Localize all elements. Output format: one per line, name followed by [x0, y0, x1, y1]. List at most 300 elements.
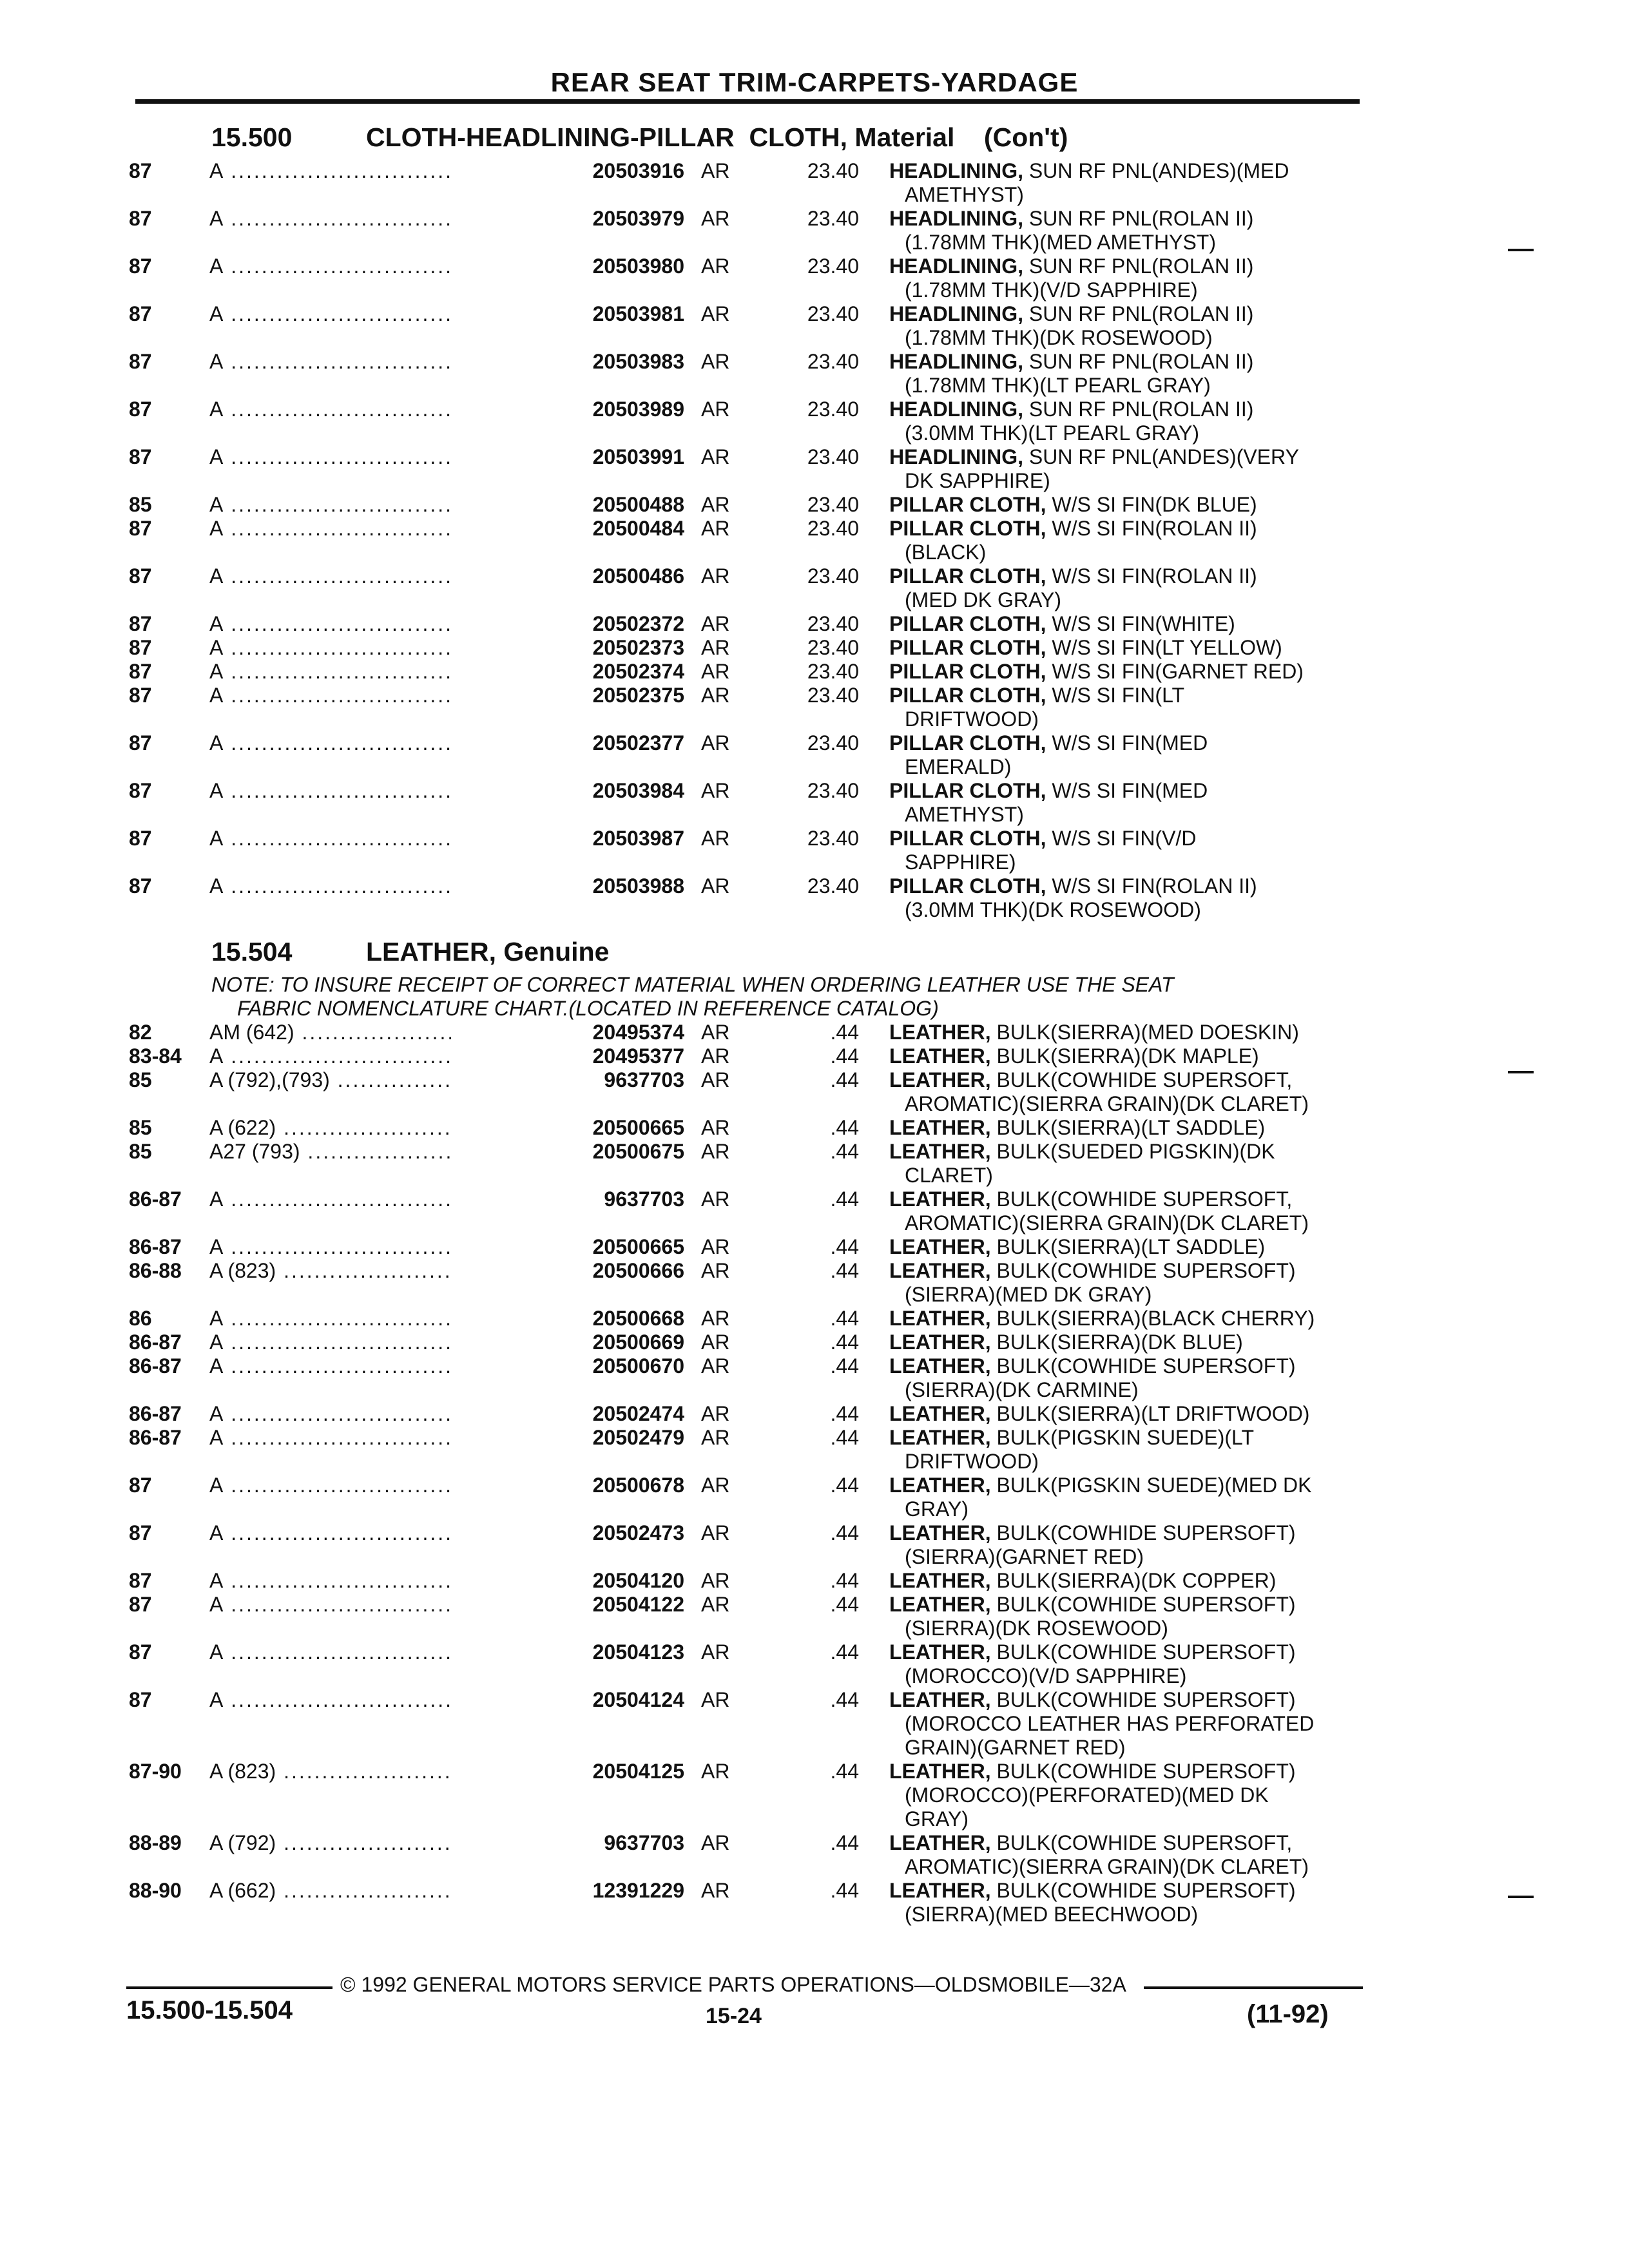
- price: .44: [830, 1140, 859, 1163]
- description-keyword: LEATHER,: [889, 1569, 991, 1592]
- description-detail: SUN RF PNL(ROLAN II): [1023, 302, 1254, 325]
- description-line: [889, 350, 1353, 374]
- part-description: [889, 1331, 1353, 1354]
- price: .44: [830, 1426, 859, 1449]
- part-description: [889, 636, 1353, 660]
- part-number: 20504122: [451, 1593, 684, 1617]
- model-year: 85: [129, 1116, 152, 1139]
- part-description: [889, 1688, 1353, 1760]
- body-code: A (622) .....: [209, 1116, 557, 1140]
- description-detail: BULK(COWHIDE SUPERSOFT): [990, 1760, 1296, 1783]
- description-detail: BULK(PIGSKIN SUEDE)(MED DK: [990, 1474, 1312, 1497]
- quantity: AR: [701, 612, 730, 635]
- price: .44: [830, 1569, 859, 1592]
- description-continuation: CLARET): [905, 1164, 993, 1187]
- description-detail: BULK(COWHIDE SUPERSOFT): [990, 1640, 1296, 1664]
- description-detail: BULK(SIERRA)(MED DOESKIN): [990, 1021, 1299, 1044]
- part-number: 20500669: [451, 1331, 684, 1354]
- description-detail: BULK(SIERRA)(DK MAPLE): [990, 1044, 1259, 1068]
- body-code: A .....: [209, 1688, 557, 1712]
- quantity: AR: [701, 564, 730, 588]
- description-keyword: LEATHER,: [889, 1259, 991, 1282]
- quantity: AR: [701, 255, 730, 278]
- part-description: [889, 827, 1353, 874]
- body-code: A .....: [209, 1402, 557, 1426]
- footer-section-range: 15.500-15.504: [126, 1996, 293, 2024]
- body-code: A .....: [209, 731, 557, 755]
- model-year: 87: [129, 1688, 152, 1711]
- description-keyword: HEADLINING,: [889, 207, 1023, 230]
- description-line: [889, 1140, 1353, 1164]
- description-detail: BULK(PIGSKIN SUEDE)(LT: [990, 1426, 1254, 1449]
- model-year: 86-87: [129, 1235, 182, 1258]
- model-year: 87: [129, 1640, 152, 1664]
- body-code: A .....: [209, 302, 557, 326]
- model-year: 87: [129, 1593, 152, 1616]
- description-detail: SUN RF PNL(ROLAN II): [1023, 398, 1254, 421]
- description-detail: BULK(COWHIDE SUPERSOFT): [990, 1354, 1296, 1378]
- quantity: AR: [701, 1426, 730, 1449]
- price: .44: [830, 1521, 859, 1544]
- part-number: 20495374: [451, 1021, 684, 1044]
- description-detail: BULK(SIERRA)(LT DRIFTWOOD): [990, 1402, 1310, 1425]
- description-line: [889, 660, 1353, 684]
- part-description: [889, 1593, 1353, 1640]
- part-description: [889, 445, 1353, 493]
- description-detail: SUN RF PNL(ROLAN II): [1023, 255, 1254, 278]
- model-year: 87: [129, 517, 152, 540]
- part-description: [889, 1021, 1353, 1044]
- price: .44: [830, 1021, 859, 1044]
- price: .44: [830, 1688, 859, 1711]
- description-keyword: LEATHER,: [889, 1068, 991, 1091]
- note-line-1: NOTE: TO INSURE RECEIPT OF CORRECT MATERIAL WHEN ORDERING LEATHER USE THE SEAT: [211, 973, 1174, 996]
- footer-rule-right: [1144, 1986, 1363, 1989]
- description-line: [889, 1331, 1353, 1354]
- description-continuation: (MOROCCO)(V/D SAPPHIRE): [905, 1664, 1187, 1687]
- description-continuation: (SIERRA)(MED BEECHWOOD): [905, 1903, 1199, 1926]
- price: .44: [830, 1354, 859, 1378]
- model-year: 86-88: [129, 1259, 182, 1282]
- body-code: A .....: [209, 1307, 557, 1331]
- model-year: 85: [129, 1068, 152, 1091]
- description-detail: BULK(SIERRA)(LT SADDLE): [990, 1235, 1266, 1258]
- model-year: 87: [129, 660, 152, 683]
- part-number: 20502373: [451, 636, 684, 660]
- description-keyword: LEATHER,: [889, 1307, 991, 1330]
- note-line-2: FABRIC NOMENCLATURE CHART.(LOCATED IN REFERENCE CATALOG): [237, 997, 939, 1020]
- quantity: AR: [701, 350, 730, 373]
- description-detail: BULK(COWHIDE SUPERSOFT): [990, 1593, 1296, 1616]
- price: .44: [830, 1474, 859, 1497]
- model-year: 87: [129, 779, 152, 802]
- quantity: AR: [701, 1831, 730, 1854]
- description-continuation: GRAY): [905, 1807, 969, 1831]
- price: 23.40: [807, 779, 859, 802]
- price: .44: [830, 1760, 859, 1783]
- description-detail: BULK(COWHIDE SUPERSOFT,: [990, 1187, 1293, 1211]
- body-code: A .....: [209, 1474, 557, 1497]
- part-number: 20504123: [451, 1640, 684, 1664]
- body-code: A27 (793) .....: [209, 1140, 557, 1164]
- price: 23.40: [807, 350, 859, 373]
- body-code: A .....: [209, 874, 557, 898]
- description-detail: BULK(COWHIDE SUPERSOFT): [990, 1259, 1296, 1282]
- description-line: [889, 779, 1353, 803]
- description-keyword: LEATHER,: [889, 1331, 991, 1354]
- description-keyword: LEATHER,: [889, 1021, 991, 1044]
- part-number: 20500668: [451, 1307, 684, 1331]
- quantity: AR: [701, 207, 730, 230]
- part-description: [889, 350, 1353, 398]
- description-line: [889, 1259, 1353, 1283]
- description-detail: W/S SI FIN(ROLAN II): [1046, 874, 1257, 898]
- part-description: [889, 1044, 1353, 1068]
- body-code: A .....: [209, 1354, 557, 1378]
- part-number: 20503980: [451, 255, 684, 278]
- description-line: [889, 1021, 1353, 1044]
- description-detail: W/S SI FIN(LT: [1046, 684, 1185, 707]
- quantity: AR: [701, 827, 730, 850]
- description-line: [889, 1187, 1353, 1211]
- part-description: [889, 1187, 1353, 1235]
- section-heading-15504: [211, 937, 609, 967]
- description-continuation: EMERALD): [905, 755, 1012, 778]
- part-description: [889, 1068, 1353, 1116]
- section-title: CLOTH-HEADLINING-PILLAR CLOTH, Material (Con't): [366, 122, 1068, 152]
- body-code: A .....: [209, 636, 557, 660]
- part-description: [889, 1831, 1353, 1879]
- description-keyword: PILLAR CLOTH,: [889, 731, 1046, 754]
- price: .44: [830, 1068, 859, 1091]
- model-year: 87: [129, 1569, 152, 1592]
- description-detail: SUN RF PNL(ANDES)(MED: [1023, 159, 1289, 182]
- description-line: [889, 1068, 1353, 1092]
- part-number: 20500678: [451, 1474, 684, 1497]
- description-continuation: (1.78MM THK)(LT PEARL GRAY): [905, 374, 1211, 397]
- description-continuation: (MED DK GRAY): [905, 588, 1061, 611]
- part-number: 20503987: [451, 827, 684, 850]
- price: .44: [830, 1331, 859, 1354]
- part-description: [889, 207, 1353, 255]
- description-line: [889, 1593, 1353, 1617]
- part-description: [889, 159, 1353, 207]
- part-description: [889, 1426, 1353, 1474]
- description-keyword: LEATHER,: [889, 1474, 991, 1497]
- description-detail: W/S SI FIN(ROLAN II): [1046, 564, 1257, 588]
- margin-mark: [1508, 249, 1534, 251]
- description-line: [889, 1640, 1353, 1664]
- description-line: [889, 636, 1353, 660]
- body-code: A .....: [209, 255, 557, 278]
- part-description: [889, 1259, 1353, 1307]
- part-number: 20504124: [451, 1688, 684, 1712]
- description-continuation: (BLACK): [905, 541, 987, 564]
- description-detail: BULK(SUEDED PIGSKIN)(DK: [990, 1140, 1275, 1163]
- price: .44: [830, 1307, 859, 1330]
- part-description: [889, 564, 1353, 612]
- part-description: [889, 660, 1353, 684]
- description-line: [889, 874, 1353, 898]
- description-line: [889, 1688, 1353, 1712]
- quantity: AR: [701, 1068, 730, 1091]
- description-line: [889, 1354, 1353, 1378]
- quantity: AR: [701, 159, 730, 182]
- part-number: 20504120: [451, 1569, 684, 1593]
- model-year: 87: [129, 874, 152, 898]
- description-keyword: HEADLINING,: [889, 302, 1023, 325]
- model-year: 86-87: [129, 1187, 182, 1211]
- description-line: [889, 1307, 1353, 1331]
- description-line: [889, 517, 1353, 541]
- description-keyword: LEATHER,: [889, 1116, 991, 1139]
- model-year: 87: [129, 684, 152, 707]
- description-line: [889, 1402, 1353, 1426]
- quantity: AR: [701, 874, 730, 898]
- quantity: AR: [701, 1354, 730, 1378]
- part-number: 20500666: [451, 1259, 684, 1283]
- body-code: A .....: [209, 493, 557, 517]
- price: .44: [830, 1235, 859, 1258]
- description-line: [889, 159, 1353, 183]
- body-code: A .....: [209, 1640, 557, 1664]
- part-description: [889, 1640, 1353, 1688]
- quantity: AR: [701, 1307, 730, 1330]
- description-line: [889, 255, 1353, 278]
- quantity: AR: [701, 1521, 730, 1544]
- model-year: 87: [129, 302, 152, 325]
- body-code: A .....: [209, 207, 557, 231]
- description-keyword: LEATHER,: [889, 1187, 991, 1211]
- description-detail: SUN RF PNL(ROLAN II): [1023, 207, 1254, 230]
- description-continuation: DRIFTWOOD): [905, 1450, 1039, 1473]
- description-line: [889, 1116, 1353, 1140]
- description-keyword: LEATHER,: [889, 1831, 991, 1854]
- part-description: [889, 1354, 1353, 1402]
- description-line: [889, 1426, 1353, 1450]
- price: 23.40: [807, 636, 859, 659]
- description-detail: BULK(COWHIDE SUPERSOFT): [990, 1688, 1296, 1711]
- quantity: AR: [701, 493, 730, 516]
- description-keyword: PILLAR CLOTH,: [889, 564, 1046, 588]
- model-year: 87: [129, 207, 152, 230]
- model-year: 87: [129, 1521, 152, 1544]
- price: .44: [830, 1259, 859, 1282]
- description-keyword: LEATHER,: [889, 1640, 991, 1664]
- quantity: AR: [701, 302, 730, 325]
- description-continuation: (MOROCCO LEATHER HAS PERFORATED: [905, 1712, 1315, 1735]
- part-number: 20500670: [451, 1354, 684, 1378]
- model-year: 86-87: [129, 1426, 182, 1449]
- description-keyword: PILLAR CLOTH,: [889, 612, 1046, 635]
- part-description: [889, 1307, 1353, 1331]
- model-year: 87: [129, 445, 152, 468]
- part-description: [889, 1760, 1353, 1831]
- quantity: AR: [701, 1688, 730, 1711]
- description-continuation: (3.0MM THK)(LT PEARL GRAY): [905, 421, 1199, 445]
- description-continuation: (SIERRA)(DK ROSEWOOD): [905, 1617, 1168, 1640]
- quantity: AR: [701, 1187, 730, 1211]
- part-number: 20502474: [451, 1402, 684, 1426]
- description-line: [889, 1831, 1353, 1855]
- part-number: 20503916: [451, 159, 684, 183]
- description-keyword: LEATHER,: [889, 1402, 991, 1425]
- price: .44: [830, 1187, 859, 1211]
- description-keyword: HEADLINING,: [889, 350, 1023, 373]
- body-code: A .....: [209, 445, 557, 469]
- quantity: AR: [701, 1474, 730, 1497]
- body-code: A .....: [209, 1569, 557, 1593]
- part-description: [889, 1879, 1353, 1927]
- description-continuation: DRIFTWOOD): [905, 707, 1039, 731]
- part-description: [889, 731, 1353, 779]
- part-number: 20500665: [451, 1116, 684, 1140]
- price: 23.40: [807, 517, 859, 540]
- price: .44: [830, 1879, 859, 1902]
- price: .44: [830, 1402, 859, 1425]
- description-line: [889, 1521, 1353, 1545]
- description-keyword: PILLAR CLOTH,: [889, 874, 1046, 898]
- footer-page-number: 15-24: [706, 2004, 762, 2028]
- quantity: AR: [701, 1331, 730, 1354]
- description-keyword: PILLAR CLOTH,: [889, 660, 1046, 683]
- model-year: 86-87: [129, 1402, 182, 1425]
- part-number: 9637703: [451, 1831, 684, 1855]
- description-line: [889, 445, 1353, 469]
- price: .44: [830, 1831, 859, 1854]
- price: .44: [830, 1640, 859, 1664]
- part-number: 20502372: [451, 612, 684, 636]
- model-year: 87: [129, 636, 152, 659]
- body-code: A .....: [209, 612, 557, 636]
- description-keyword: HEADLINING,: [889, 255, 1023, 278]
- description-line: [889, 493, 1353, 517]
- quantity: AR: [701, 1235, 730, 1258]
- description-continuation: GRAIN)(GARNET RED): [905, 1736, 1126, 1759]
- part-description: [889, 1474, 1353, 1521]
- section-number: 15.500: [211, 122, 293, 152]
- price: 23.40: [807, 827, 859, 850]
- price: 23.40: [807, 493, 859, 516]
- model-year: 87: [129, 159, 152, 182]
- description-keyword: LEATHER,: [889, 1235, 991, 1258]
- description-detail: BULK(COWHIDE SUPERSOFT,: [990, 1068, 1293, 1091]
- part-description: [889, 1116, 1353, 1140]
- part-number: 20500488: [451, 493, 684, 517]
- footer-date: (11-92): [1247, 2000, 1329, 2028]
- quantity: AR: [701, 1259, 730, 1282]
- part-number: 20503989: [451, 398, 684, 421]
- body-code: A .....: [209, 827, 557, 850]
- description-continuation: AROMATIC)(SIERRA GRAIN)(DK CLARET): [905, 1092, 1309, 1115]
- part-number: 20500484: [451, 517, 684, 541]
- footer-rule-left: [126, 1986, 333, 1989]
- part-description: [889, 1521, 1353, 1569]
- description-keyword: LEATHER,: [889, 1593, 991, 1616]
- description-detail: BULK(COWHIDE SUPERSOFT,: [990, 1831, 1293, 1854]
- part-number: 20502377: [451, 731, 684, 755]
- description-continuation: AROMATIC)(SIERRA GRAIN)(DK CLARET): [905, 1855, 1309, 1878]
- description-continuation: AMETHYST): [905, 183, 1024, 206]
- model-year: 86: [129, 1307, 152, 1330]
- model-year: 87: [129, 398, 152, 421]
- body-code: A (823) .....: [209, 1760, 557, 1783]
- description-keyword: LEATHER,: [889, 1760, 991, 1783]
- description-continuation: SAPPHIRE): [905, 850, 1016, 874]
- quantity: AR: [701, 1879, 730, 1902]
- description-detail: BULK(SIERRA)(DK BLUE): [990, 1331, 1243, 1354]
- quantity: AR: [701, 1044, 730, 1068]
- model-year: 87: [129, 731, 152, 754]
- part-number: 9637703: [451, 1187, 684, 1211]
- quantity: AR: [701, 1116, 730, 1139]
- price: 23.40: [807, 684, 859, 707]
- quantity: AR: [701, 1569, 730, 1592]
- part-description: [889, 612, 1353, 636]
- description-detail: W/S SI FIN(MED: [1046, 779, 1208, 802]
- part-description: [889, 398, 1353, 445]
- description-keyword: HEADLINING,: [889, 445, 1023, 468]
- part-description: [889, 255, 1353, 302]
- model-year: 82: [129, 1021, 152, 1044]
- quantity: AR: [701, 779, 730, 802]
- model-year: 86-87: [129, 1331, 182, 1354]
- part-number: 20500665: [451, 1235, 684, 1259]
- part-number: 20504125: [451, 1760, 684, 1783]
- body-code: A .....: [209, 1331, 557, 1354]
- price: 23.40: [807, 874, 859, 898]
- description-line: [889, 1235, 1353, 1259]
- description-detail: BULK(SIERRA)(LT SADDLE): [990, 1116, 1266, 1139]
- section-number: 15.504: [211, 937, 293, 966]
- description-keyword: LEATHER,: [889, 1426, 991, 1449]
- model-year: 87: [129, 1474, 152, 1497]
- quantity: AR: [701, 684, 730, 707]
- quantity: AR: [701, 1640, 730, 1664]
- part-number: 9637703: [451, 1068, 684, 1092]
- part-description: [889, 1235, 1353, 1259]
- price: .44: [830, 1116, 859, 1139]
- description-line: [889, 684, 1353, 707]
- description-line: [889, 207, 1353, 231]
- description-continuation: DK SAPPHIRE): [905, 469, 1050, 492]
- part-number: 20503984: [451, 779, 684, 803]
- part-description: [889, 1140, 1353, 1187]
- body-code: A .....: [209, 350, 557, 374]
- body-code: A .....: [209, 1521, 557, 1545]
- body-code: A (792),(793) .....: [209, 1068, 557, 1092]
- quantity: AR: [701, 1021, 730, 1044]
- part-description: [889, 302, 1353, 350]
- part-number: 20503988: [451, 874, 684, 898]
- part-description: [889, 1569, 1353, 1593]
- description-line: [889, 1474, 1353, 1497]
- section-heading-15500: [211, 122, 1068, 153]
- description-keyword: PILLAR CLOTH,: [889, 493, 1046, 516]
- description-continuation: (1.78MM THK)(V/D SAPPHIRE): [905, 278, 1198, 302]
- model-year: 87: [129, 827, 152, 850]
- price: 23.40: [807, 660, 859, 683]
- body-code: A .....: [209, 1187, 557, 1211]
- model-year: 87-90: [129, 1760, 182, 1783]
- margin-mark: [1508, 1071, 1534, 1073]
- description-keyword: LEATHER,: [889, 1521, 991, 1544]
- part-number: 20495377: [451, 1044, 684, 1068]
- description-keyword: HEADLINING,: [889, 398, 1023, 421]
- part-description: [889, 493, 1353, 517]
- body-code: A (823) .....: [209, 1259, 557, 1283]
- body-code: A .....: [209, 684, 557, 707]
